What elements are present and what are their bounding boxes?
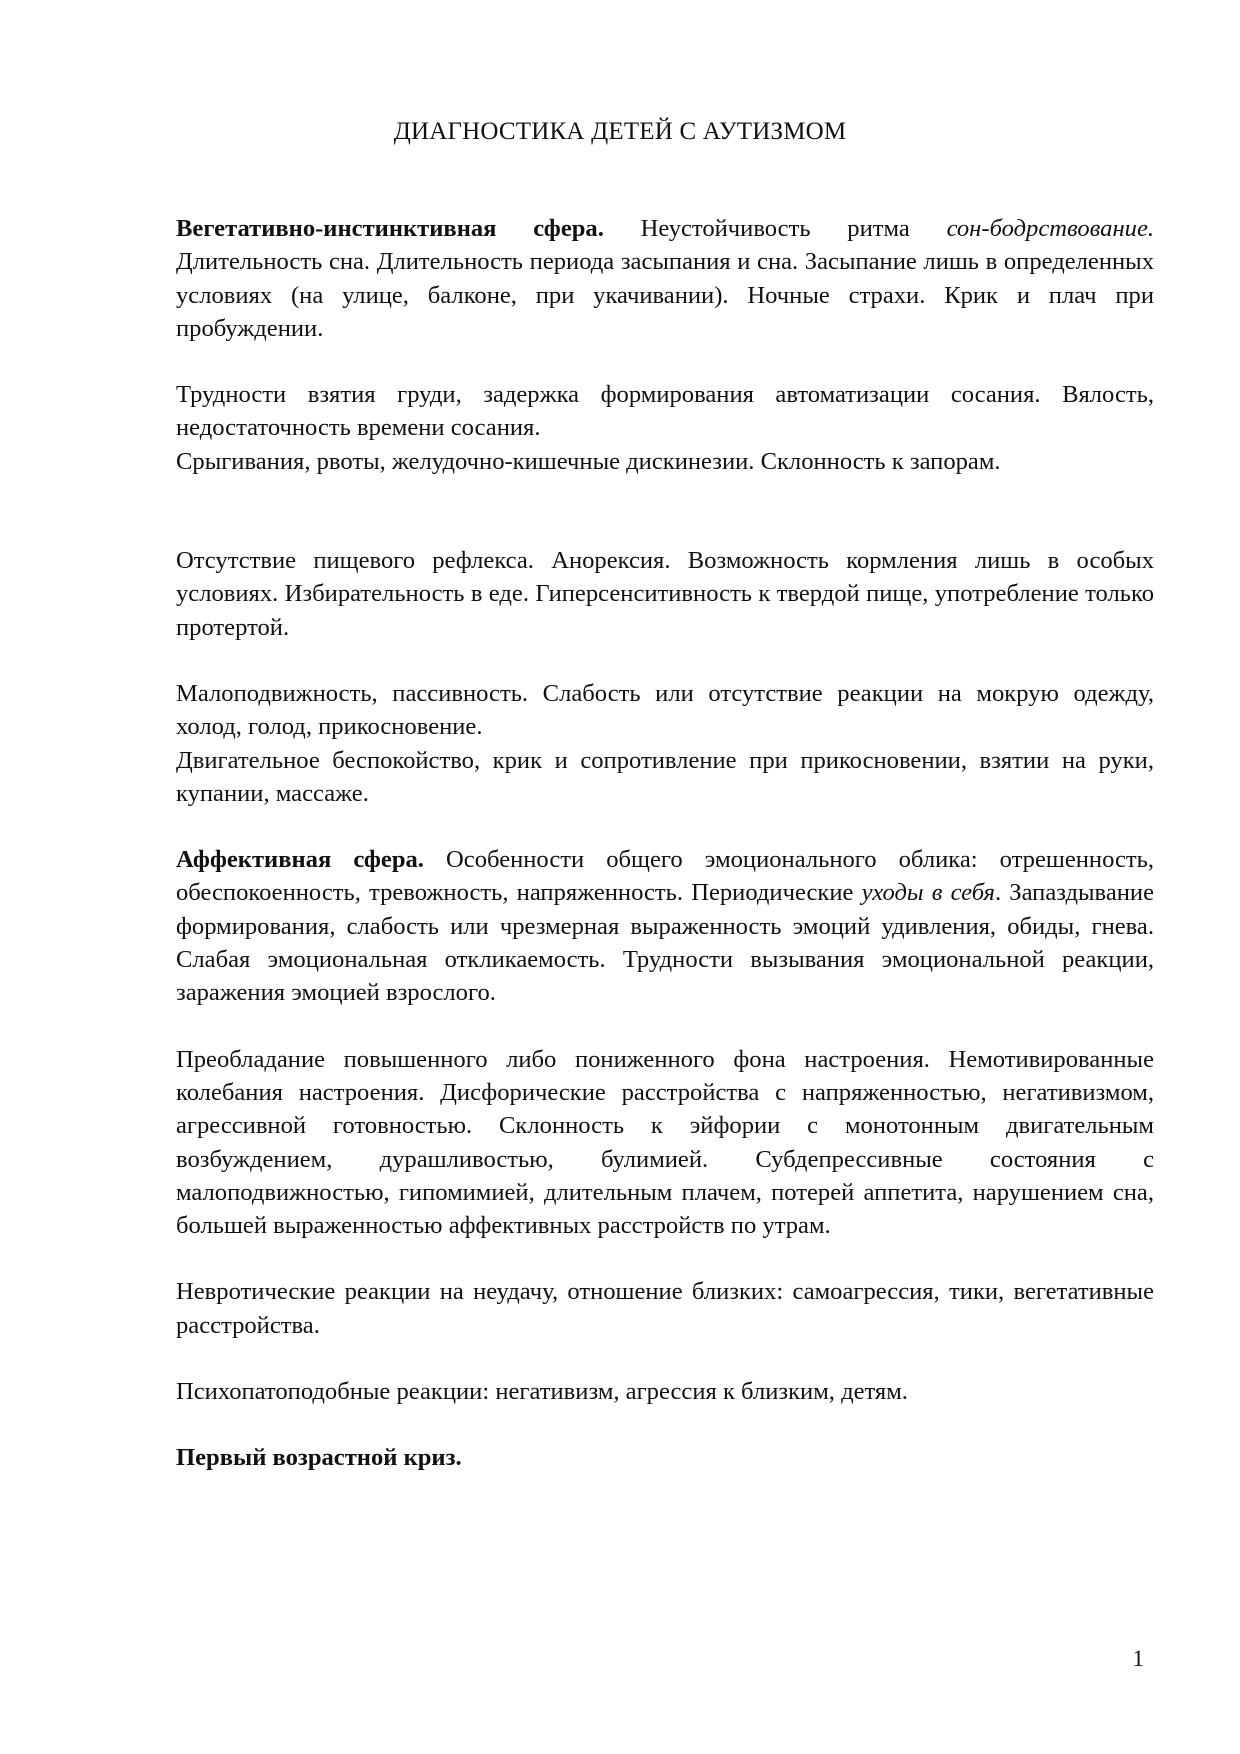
document-title: ДИАГНОСТИКА ДЕТЕЙ С АУТИЗМОМ xyxy=(393,118,847,145)
document-body xyxy=(176,212,1154,1475)
paragraph-feeding: Трудности взятия груди, задержка формирования автоматизации сосания. Вялость, недостаточность времени сосания. xyxy=(176,381,1154,442)
paragraph-vegetative-sphere xyxy=(176,212,1154,345)
paragraph-passivity: Малоподвижность, пассивность. Слабость или отсутствие реакции на мокрую одежду, холод, голод, прикосновение. xyxy=(176,679,1154,741)
paragraph-affective-sphere xyxy=(176,843,1154,1009)
italic-term: уходы в себя xyxy=(861,879,995,907)
paragraph-food-reflex: Отсутствие пищевого рефлекса. Анорексия. Возможность кормления лишь в особых условиях. Избирательность в еде. Гиперсенситивность к твердой пище, употребление только протертой. xyxy=(176,547,1154,641)
paragraph-first-crisis xyxy=(176,1441,1154,1474)
paragraph-mood: Преобладание повышенного либо пониженного фона настроения. Немотивированные колебания настроения. Дисфорические расстройства с напряженностью, негативизмом, агрессивной готовностью. Склонность к эйфории с монотонным двигательным возбуждением, дурашливостью, булимией. Субдепрессивные состояния с малоподвижностью, гипомимией, длительным плачем, потерей аппетита, нарушением сна, большей выраженностью аффективных расстройств по утрам. xyxy=(176,1045,1154,1240)
paragraph-psychopathic-reactions: Психопатоподобные реакции: негативизм, агрессия к близким, детям. xyxy=(176,1378,908,1406)
section-heading-vegetative: Вегетативно-инстинктивная сфера. xyxy=(176,215,604,242)
section-heading-affective: Аффективная сфера. xyxy=(176,846,424,874)
page-number: 1 xyxy=(1132,1646,1144,1671)
text: Неустойчивость ритма xyxy=(603,215,947,242)
text: Особенности общего эмоционального облика: отрешенность, обеспокоенность, тревожность, напряженность. Периодические xyxy=(176,846,1155,907)
paragraph-vomiting: Срыгивания, рвоты, желудочно-кишечные дискинезии. Склонность к запорам. xyxy=(176,447,1001,475)
paragraph-neurotic-reactions: Невротические реакции на неудачу, отношение близких: самоагрессия, тики, вегетативные расстройства. xyxy=(176,1278,1154,1339)
text: Длительность сна. Длительность периода засыпания и сна. Засыпание лишь в определенных условиях (на улице, балконе, при укачивании). Ночные страхи. Крик и плач при пробуждении. xyxy=(176,248,1154,342)
text: . Запаздывание формирования, слабость или чрезмерная выраженность эмоций удивления, обиды, гнева. Слабая эмоциональная откликаемость. Трудности вызывания эмоциональной реакции, заражения эмоцией взрослого. xyxy=(176,879,1155,1007)
italic-term: сон-бодрствование. xyxy=(946,215,1155,242)
paragraph-motor-restlessness: Двигательное беспокойство, крик и сопротивление при прикосновении, взятии на руки, купании, массаже. xyxy=(176,746,1154,807)
section-heading-first-crisis: Первый возрастной криз. xyxy=(176,1444,462,1472)
